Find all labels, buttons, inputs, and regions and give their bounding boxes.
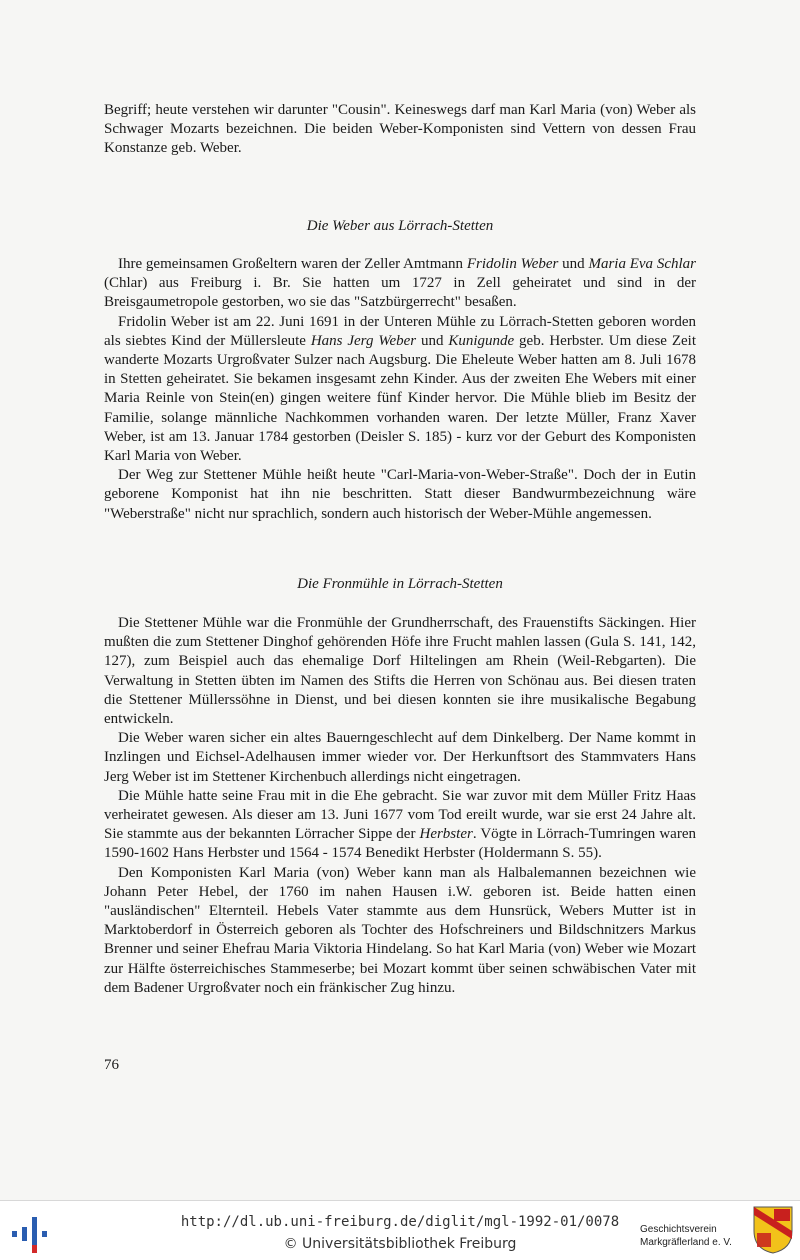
page-number: 76: [104, 1057, 119, 1073]
footer-url-link[interactable]: http://dl.ub.uni-freiburg.de/diglit/mgl-1992-01/0078: [180, 1214, 620, 1230]
footer-bar: [0, 1200, 800, 1260]
section2-paragraph-1: Die Stettener Mühle war die Fronmühle der Grundherrschaft, des Frauenstifts Säckingen. Hier mußten die zum Stettener Dinghof gehörenden Höfe ihre Frucht mahlen lassen (Gula S. 141, 142, 127), zum Beispiel auch das ehemalige Dorf Hiltelingen am Rhein (Weil-Rebgarten). Die Verwaltung in Stetten übten im Namen des Stifts die Herren von Schönau aus. Bei diesen traten die Stettener Müllerssöhne in Dienst, und bei diesen konnten sie ihre musikalische Begabung entwickeln.: [104, 615, 696, 728]
section2-body: [104, 614, 696, 998]
section1-paragraph-2: Fridolin Weber ist am 22. Juni 1691 in der Unteren Mühle zu Lörrach-Stetten geboren worden als siebtes Kind der Müllersleute Hans Jerg Weber und Kunigunde geb. Herbster. Um diese Zeit wanderte Mozarts Urgroßvater Sulzer nach Augsburg. Die Eheleute Weber hatten am 8. Juli 1678 in Stetten geheiratet. Sie bekamen insgesamt zehn Kinder. Aus der zweiten Ehe Webers mit einer Maria Reinle von Stein(en) gingen weitere fünf Kinder hervor. Die Mühle blieb im Besitz der Familie, solange männliche Nachkommen vorhanden waren. Der letzte Müller, Franz Xaver Weber, ist am 13. Januar 1784 gestorben (Deisler S. 185) - kurz vor der Geburt des Komponisten Karl Maria von Weber.: [104, 313, 696, 465]
society-line-2: Markgräflerland e. V.: [640, 1237, 732, 1248]
society-name: [640, 1223, 750, 1249]
section-heading-fronmuehle: Die Fronmühle in Lörrach-Stetten: [297, 576, 503, 592]
society-line-1: Geschichtsverein: [640, 1224, 717, 1235]
section1-paragraph-1: Ihre gemeinsamen Großeltern waren der Zeller Amtmann Fridolin Weber und Maria Eva Schlar (Chlar) aus Freiburg i. Br. Sie hatten um 1727 in Zell geheiratet und sind in der Breisgaumetropole gestorben, wo sie das "Satzbürgerrecht" besaßen.: [104, 256, 696, 311]
ub-freiburg-logo-icon[interactable]: [8, 1209, 54, 1255]
section1-body: [104, 255, 696, 524]
coat-of-arms-icon: [752, 1205, 794, 1255]
section-heading-weber: Die Weber aus Lörrach-Stetten: [306, 218, 494, 234]
section1-paragraph-3: Der Weg zur Stettener Mühle heißt heute "Carl-Maria-von-Weber-Straße". Doch der in Eutin geborene Komponist hat ihn nie beschritten. Statt dieser Bandwurmbezeichnung wäre "Weberstraße" nicht nur sprachlich, sondern auch historisch der Weber-Mühle angemessen.: [104, 467, 696, 522]
section2-paragraph-3: Die Mühle hatte seine Frau mit in die Ehe gebracht. Sie war zuvor mit dem Müller Fritz Haas verheiratet gewesen. Als dieser am 13. Juni 1677 vom Tod ereilt wurde, war sie erst 24 Jahre alt. Sie stammte aus der bekannten Lörracher Sippe der Herbster. Vögte in Lörrach-Tumringen waren 1590-1602 Hans Herbster und 1564 - 1574 Benedikt Herbster (Holdermann S. 55).: [104, 787, 696, 862]
footer-copyright: © Universitätsbibliothek Freiburg: [283, 1236, 517, 1252]
section2-paragraph-2: Die Weber waren sicher ein altes Bauerngeschlecht auf dem Dinkelberg. Der Name kommt in Inzlingen und Eichsel-Adelhausen immer wieder vor. Der Herkunftsort des Stammvaters Hans Jerg Weber ist im Stettener Kirchenbuch allerdings nicht eingetragen.: [104, 730, 696, 785]
intro-paragraph: Begriff; heute verstehen wir darunter "Cousin". Keineswegs darf man Karl Maria (von) Weber als Schwager Mozarts bezeichnen. Die beiden Weber-Komponisten sind Vettern von dessen Frau Konstanze geb. Weber.: [104, 102, 696, 157]
intro-paragraph-block: [104, 101, 696, 159]
section2-paragraph-4: Den Komponisten Karl Maria (von) Weber kann man als Halbalemannen bezeichnen wie Johann Peter Hebel, der 1760 im nahen Hausen i.W. geboren ist. Beide hatten einen "ausländischen" Elternteil. Hebels Vater stammte aus dem Hunsrück, Webers Mutter ist in Marktoberdorf in Österreich geboren als Tochter des Hofschreiners und Bildschnitzers Markus Brenner und seiner Ehefrau Maria Viktoria Hindelang. So hat Karl Maria (von) Weber wie Mozart zur Hälfte österreichisches Stammeserbe; bei Mozart kommt über seinen schwäbischen Vater mit dem Badener Urgroßvater noch ein fränkischer Zug hinzu.: [104, 864, 696, 996]
